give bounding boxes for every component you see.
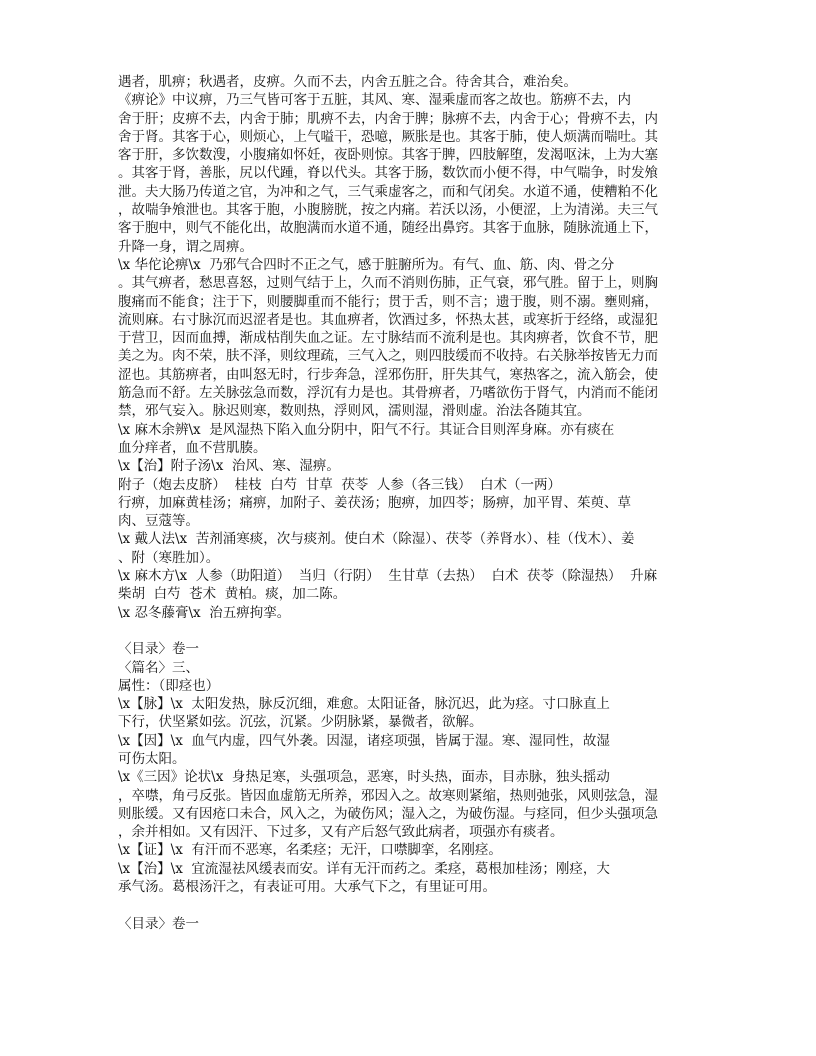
text-line: 泄。夫大肠乃传道之官，为冲和之气，三气乘虚客之，而和气闭矣。水道不通，使糟粕不化 [118, 183, 658, 200]
text-line: \x 麻木余辨\x 是风湿热下陷入血分阴中，阳气不行。其证合目则浑身麻。亦有痰在 [118, 421, 615, 438]
text-line: 附子（炮去皮脐） 桂枝 白芍 甘草 茯苓 人参（各三钱） 白术（一两） [118, 476, 561, 493]
blank-line [118, 622, 718, 640]
text-line: 。其客于肾，善胀，尻以代踵，脊以代头。其客于肠，数饮而小便不得，中气喘争，时发飧 [118, 165, 658, 182]
text-line: 属性：（即痉也） [118, 677, 220, 694]
text-line: 〈目录〉卷一 [118, 915, 199, 932]
text-line: \x【治】\x 宜流湿祛风缓表而安。详有无汗而药之。柔痉，葛根加桂汤；刚痉，大 [118, 860, 610, 877]
text-line: 下行，伏坚紧如弦。沉弦，沉紧。少阴脉紧，暴微者，欲解。 [118, 714, 483, 731]
text-line: 承气汤。葛根汤汗之，有表证可用。大承气下之，有里证可用。 [118, 879, 496, 896]
text-line: 禁，邪气妄入。脉迟则寒，数则热，浮则风，濡则湿，滑则虚。治法各随其宜。 [118, 403, 591, 420]
text-line: 流则麻。右寸脉沉而迟涩者是也。其血痹者，饮酒过多，怀热太甚，或寒折于经络，或湿犯 [118, 311, 658, 328]
document-page [118, 73, 718, 933]
text-line: \x【因】\x 血气内虚，四气外袭。因湿，诸痉项强，皆属于湿。寒、湿同性，故湿 [118, 732, 610, 749]
text-line: 遇者，肌痹；秋遇者，皮痹。久而不去，内舍五脏之合。待舍其合，难治矣。 [118, 74, 577, 90]
text-line: 涩也。其筋痹者，由叫怒无时，行步奔急，淫邪伤肝，肝失其气，寒热客之，流入筋会，使 [118, 366, 658, 383]
text-line: ，余并相如。又有因汗、下过多，又有产后怒气致此病者，项强亦有痰者。 [118, 824, 564, 841]
text-line: 客于胞中，则气不能化出，故胞满而水道不通，随经出鼻窍。其客于血脉，随脉流通上下， [118, 220, 658, 237]
text-line: 升降一身，谓之周痹。 [118, 238, 253, 255]
text-line: 、附（寒胜加）。 [118, 549, 220, 566]
text-line: 则胀缓。又有因疮口未合，风入之，为破伤风；湿入之，为破伤湿。与痉同，但少头强项急 [118, 805, 658, 822]
text-line: 〈目录〉卷一 [118, 641, 199, 658]
text-line: 血分痒者，血不营肌腠。 [118, 439, 267, 456]
blank-line [118, 896, 718, 914]
text-line: 《痹论》中议痹，乃三气皆可客于五脏，其风、寒、湿乘虚而客之故也。筋痹不去，内 [118, 92, 631, 109]
text-line: 美之为。肉不荣，肤不泽，则纹理疏，三气入之，则四肢缓而不收持。右关脉举按皆无力而 [118, 348, 658, 365]
text-line: ，卒噤，角弓反张。皆因血虚筋无所养，邪因入之。故寒则紧缩，热则弛张，风则弦急，湿 [118, 787, 658, 804]
text-line: \x 戴人法\x 苦剂涌寒痰，次与痰剂。使白术（除湿）、茯苓（养肾水）、桂（伐木）、姜 [118, 531, 635, 548]
text-line: \x【治】附子汤\x 治风、寒、湿痹。 [118, 458, 340, 475]
text-line: 舍于肾。其客于心，则烦心，上气嗌干，恐噫，厥胀是也。其客于肺，使人烦满而喘吐。其 [118, 128, 658, 145]
text-line: 可伤太阳。 [118, 750, 186, 767]
text-line: 肉、豆蔻等。 [118, 513, 199, 530]
text-line: \x 麻木方\x 人参（助阳道） 当归（行阴） 生甘草（去热） 白术 茯苓（除湿热） 升麻 [118, 568, 658, 585]
text-line: 腹痛而不能食；注于下，则腰脚重而不能行；贯于舌，则不言；遗于腹，则不溺。壅则痛， [118, 293, 658, 310]
text-line: 客于肝，多饮数溲，小腹痛如怀妊，夜卧则惊。其客于脾，四肢解堕，发渴呕沫，上为大塞 [118, 147, 658, 164]
text-line: 舍于肝；皮痹不去，内舍于肺；肌痹不去，内舍于脾；脉痹不去，内舍于心；骨痹不去，内 [118, 110, 658, 127]
text-line: ，故喘争飧泄也。其客于胞，小腹膀胱，按之内痛。若沃以汤，小便涩，上为清涕。夫三气 [118, 202, 658, 219]
text-line: \x《三因》论状\x 身热足寒，头强项急，恶寒，时头热，面赤，目赤脉，独头摇动 [118, 769, 610, 786]
text-line: 。其气痹者，愁思喜怒，过则气结于上，久而不消则伤肺，正气衰，邪气胜。留于上，则胸 [118, 275, 658, 292]
text-line: 于营卫，因而血搏，渐成枯削失血之证。左寸脉结而不流利是也。其肉痹者，饮食不节，肥 [118, 330, 658, 347]
text-line: \x 忍冬藤膏\x 治五痹拘挛。 [118, 604, 291, 621]
text-line: 筋急而不舒。左关脉弦急而数，浮沉有力是也。其骨痹者，乃嗜欲伤于肾气，内消而不能闭 [118, 385, 658, 402]
text-line: \x【证】\x 有汗而不恶寒，名柔痉；无汗，口噤脚挛，名刚痉。 [118, 842, 502, 859]
text-line: \x 华佗论痹\x 乃邪气合四时不正之气，感于脏腑所为。有气、血、筋、肉、骨之分 [118, 256, 615, 273]
text-line: 柴胡 白芍 苍术 黄柏。痰，加二陈。 [118, 586, 347, 603]
text-line: 〈篇名〉三、 [118, 659, 199, 676]
text-line: 行痹，加麻黄桂汤；痛痹，加附子、姜茯汤；胞痹，加四苓；肠痹，加平胃、茱萸、草 [118, 494, 631, 511]
text-line: \x【脉】\x 太阳发热，脉反沉细，难愈。太阳证备，脉沉迟，此为痉。寸口脉直上 [118, 696, 610, 713]
